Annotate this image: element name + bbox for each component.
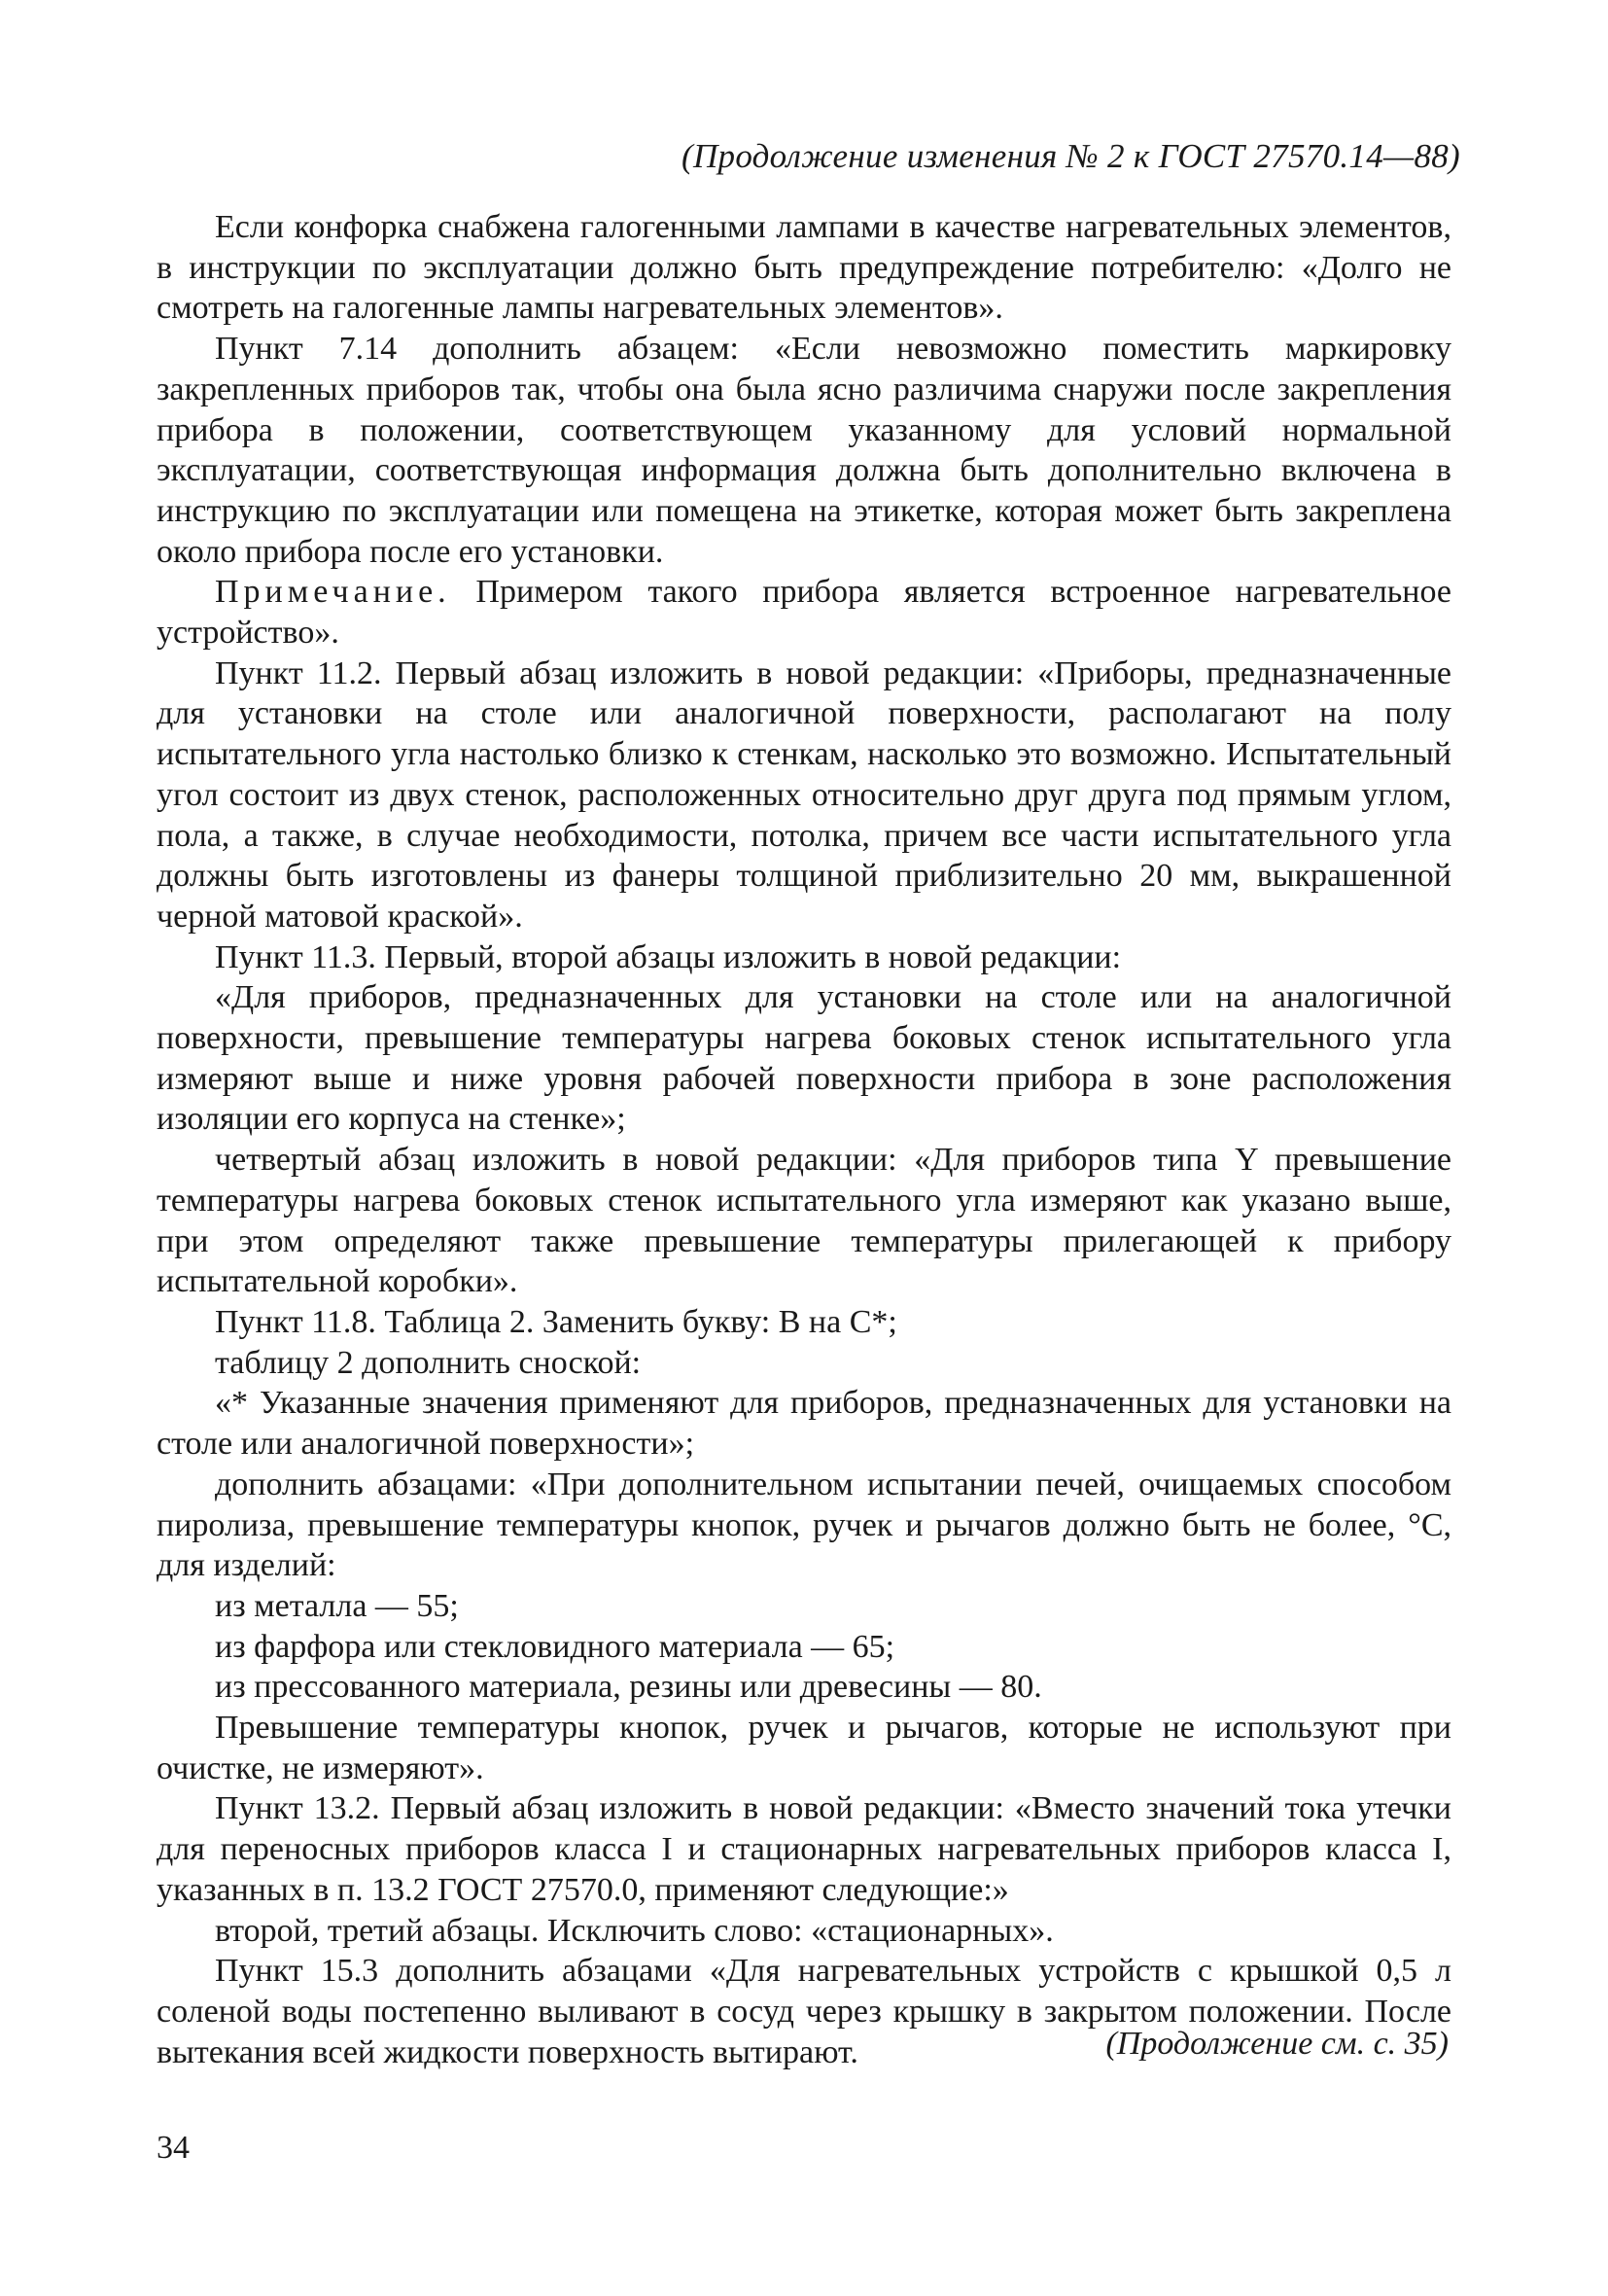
continuation-footer: (Продолжение см. с. 35) bbox=[1105, 2026, 1449, 2062]
paragraph-clause-11-3-text1: «Для приборов, предназначенных для установки на столе или на аналогичной поверхности, превышение температуры нагрева боковых стенок испытательного угла измеряют выше и ниже уровня рабочей поверхности прибора в зоне расположения изоляции его корпуса на стенке»; bbox=[157, 979, 1451, 1138]
paragraph-clause-11-8: Пункт 11.8. Таблица 2. Заменить букву: В на С*; bbox=[215, 1303, 897, 1340]
note-text: Примером такого прибора является встроенное нагревательное устройство». bbox=[157, 574, 1451, 652]
paragraph-table-2-footnote: «* Указанные значения применяют для приборов, предназначенных для установки на столе или аналогичной поверхности»; bbox=[157, 1385, 1451, 1463]
list-item-metal: из металла — 55; bbox=[215, 1587, 459, 1624]
note-label: Примечание. bbox=[215, 574, 451, 611]
continuation-header: (Продолжение изменения № 2 к ГОСТ 27570.14—88) bbox=[681, 137, 1460, 175]
paragraph-clause-13-2: Пункт 13.2. Первый абзац изложить в новой редакции: «Вместо значений тока утечки для переносных приборов класса I и стационарных нагревательных приборов класса I, указанных в п. 13.2 ГОСТ 27570.0, применяют следующие:» bbox=[157, 1790, 1451, 1908]
paragraph-not-measured: Превышение температуры кнопок, ручек и рычагов, которые не используют при очистке, не измеряют». bbox=[157, 1710, 1451, 1786]
paragraph-table-2-footnote-intro: таблицу 2 дополнить сноской: bbox=[215, 1344, 642, 1381]
paragraph-note bbox=[157, 572, 1451, 653]
page-number: 34 bbox=[157, 2130, 190, 2166]
paragraph-clause-11-3: Пункт 11.3. Первый, второй абзацы изложить в новой редакции: bbox=[215, 938, 1122, 975]
paragraph-clause-7-14: Пункт 7.14 дополнить абзацем: «Если невозможно поместить маркировку закрепленных приборов так, чтобы она была ясно различима снаружи после закрепления прибора в положении, соответствующем указанному для условий нормальной эксплуатации, соответствующая информация должна быть дополнительно включена в инструкцию по эксплуатации или помещена на этикетке, которая может быть закреплена около прибора после его установки. bbox=[157, 331, 1451, 570]
list-item-porcelain: из фарфора или стекловидного материала — 65; bbox=[215, 1628, 895, 1665]
paragraph-clause-15-3: Пункт 15.3 дополнить абзацами «Для нагревательных устройств с крышкой 0,5 л соленой воды постепенно выливают в сосуд через крышку в закрытом положении. После вытекания всей жидкости поверхность вытирают. bbox=[157, 1953, 1451, 2070]
paragraph-clause-13-2-exclude: второй, третий абзацы. Исключить слово: «стационарных». bbox=[215, 1912, 1054, 1949]
paragraph-clause-11-3-text2: четвертый абзац изложить в новой редакции: «Для приборов типа Y превышение температуры нагрева боковых стенок испытательного угла измеряют как указано выше, при этом определяют также превышение температуры прилегающей к прибору испытательной коробки». bbox=[157, 1142, 1451, 1300]
document-body bbox=[157, 207, 1451, 2072]
paragraph-clause-11-2: Пункт 11.2. Первый абзац изложить в новой редакции: «Приборы, предназначенные для установки на столе или аналогичной поверхности, располагают на полу испытательного угла настолько близко к стенкам, насколько это возможно. Испытательный угол состоит из двух стенок, расположенных относительно друг друга под прямым углом, пола, а также, в случае необходимости, потолка, причем все части испытательного угла должны быть изготовлены из фанеры толщиной приблизительно 20 мм, выкрашенной черной матовой краской». bbox=[157, 654, 1451, 935]
paragraph-pyrolysis: дополнить абзацами: «При дополнительном испытании печей, очищаемых способом пиролиза, превышение температуры кнопок, ручек и рычагов должно быть не более, °С, для изделий: bbox=[157, 1466, 1451, 1584]
list-item-pressed-material: из прессованного материала, резины или древесины — 80. bbox=[215, 1669, 1042, 1706]
paragraph-halogen-lamps: Если конфорка снабжена галогенными лампами в качестве нагревательных элементов, в инструкции по эксплуатации должно быть предупреждение потребителю: «Долго не смотреть на галогенные лампы нагревательных элементов». bbox=[157, 209, 1451, 327]
